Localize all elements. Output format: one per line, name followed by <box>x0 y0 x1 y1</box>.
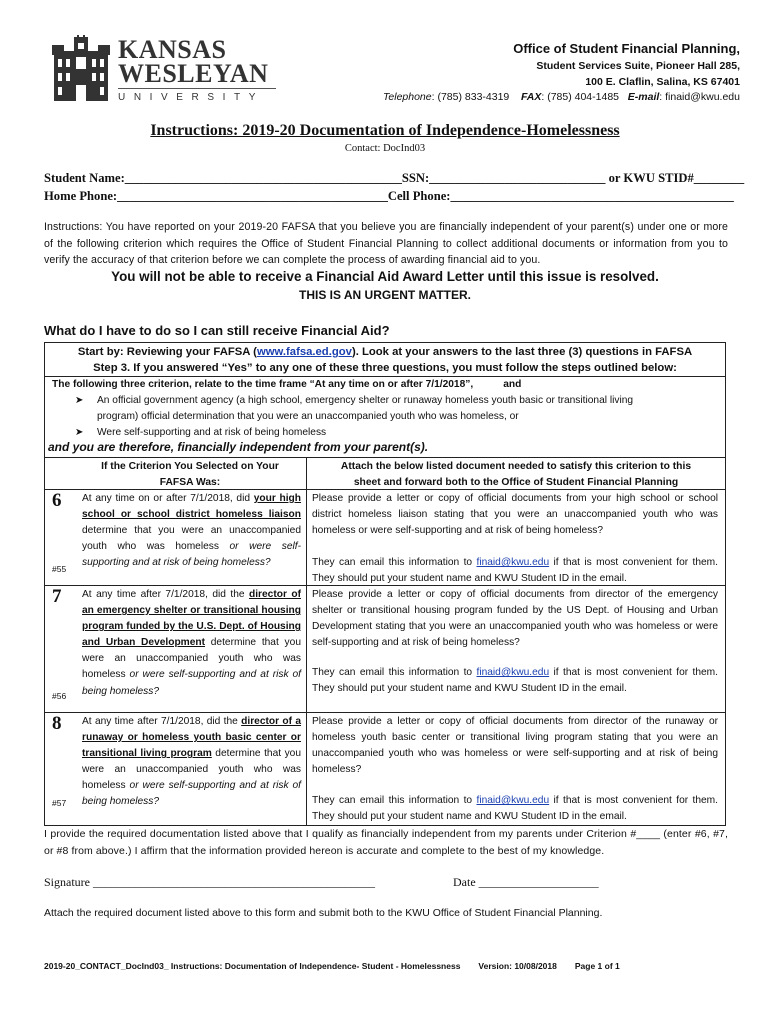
office-name: Office of Student Financial Planning, <box>513 41 740 56</box>
required-document: Please provide a letter or copy of official documents from director of the runaway or homeless youth basic center or transitional living program stating that you were an unaccompanied youth who was homeless or were self-supporting and at risk of being homeless? <box>312 716 718 776</box>
step3-instruction: Step 3. If you answered “Yes” to any one of these three questions, you must follow the steps outlined below: <box>93 362 677 374</box>
criterion-description: At any time after 7/1/2018, did the director of a runaway or homeless youth basic center or transitional living program determine that you were an unaccompanied youth who was homeless or were self-supporting and at risk of being homeless? <box>82 716 301 808</box>
start-instruction: Start by: Reviewing your FAFSA (www.fafsa.ed.gov). Look at your answers to the last three (3) questions in FAFSA <box>77 346 693 358</box>
office-contact-line: Telephone: (785) 833-4319 FAX: (785) 404-1485 E-mail: finaid@kwu.edu <box>382 91 740 103</box>
bullet-self-supporting: ➤ Were self-supporting and at risk of being homeless <box>75 425 725 441</box>
instructions-paragraph: Instructions: You have reported on your 2019-20 FAFSA that you believe you are financially independent of your parent(s) under one or more of the following criterion which requires the Office of Student Financial Planning to collect additional documents or information from you to verify the accuracy of that criterion before we can complete the process of awarding financial aid to you. <box>44 221 728 266</box>
column-header-document: Attach the below listed document needed to satisfy this criterion to this sheet and forward both to the Office of Student Financial Planning <box>340 461 692 488</box>
document-title: Instructions: 2019-20 Documentation of Independence-Homelessness <box>150 122 620 139</box>
criterion-number: 6 <box>52 490 62 511</box>
fafsa-question-code: #56 <box>52 691 67 701</box>
affirmation-paragraph: I provide the required documentation listed above that I qualify as financially independent from my parents under Criterion #____ (enter #6, #7, or #8 from above.) I affirm that the information provided hereon is accurate and complete to the best of my knowledge. <box>44 828 728 857</box>
email-instruction: They can email this information to finaid@kwu.edu if that is most convenient for them. They should put your student name and KWU Student ID in the email. <box>312 667 718 695</box>
page-footer <box>44 961 638 971</box>
email-link[interactable]: finaid@kwu.edu <box>476 557 550 568</box>
office-address-1: Student Services Suite, Pioneer Hall 285, <box>536 60 740 72</box>
urgent-matter: THIS IS AN URGENT MATTER. <box>299 288 471 302</box>
attach-note: Attach the required document listed above to this form and submit both to the KWU Office of Student Financial Planning. <box>44 907 603 919</box>
email-instruction: They can email this information to finaid@kwu.edu if that is most convenient for them. They should put your student name and KWU Student ID in the email. <box>312 795 718 823</box>
student-name-ssn-field[interactable]: Student Name:____________________________________________SSN:____________________________ or KWU STID#________ <box>44 171 745 185</box>
arrow-bullet-icon: ➤ <box>75 395 84 406</box>
logo-university: UNIVERSITY <box>118 92 265 103</box>
email-instruction: They can email this information to finaid@kwu.edu if that is most convenient for them. They should put your student name and KWU Student ID in the email. <box>312 557 718 585</box>
building-crest-icon <box>50 35 112 103</box>
contact-code: Contact: DocInd03 <box>344 143 426 154</box>
fafsa-question-code: #55 <box>52 564 67 574</box>
table-top-rule <box>44 457 726 458</box>
divider <box>44 376 726 377</box>
arrow-bullet-icon: ➤ <box>75 427 84 438</box>
independence-statement: and you are therefore, financially independent from your parent(s). <box>48 440 429 454</box>
required-document: Please provide a letter or copy of official documents from director of the emergency shelter or transitional housing program funded by the US Dept. of Housing and Urban Development stating that you were an unaccompanied youth who was homeless or were self-supporting and at risk of being homeless? <box>312 589 718 649</box>
criterion-description: At any time on or after 7/1/2018, did your high school or school district homeless liaison determine that you were an unaccompanied youth who was homeless or were self-supporting and at risk of being homeless? <box>82 493 302 569</box>
logo-divider <box>118 88 276 89</box>
criterion-number: 7 <box>52 586 62 607</box>
bullet-continued: program) official determination that you were an unaccompanied youth who was homeless, or <box>97 411 519 422</box>
table-column-rule <box>306 457 307 826</box>
footer-document-name: 2019-20_CONTACT_DocInd03_ Instructions: Documentation of Independence- Student - Homelessness <box>44 961 461 971</box>
criterion-number: 8 <box>52 713 62 734</box>
email-link[interactable]: finaid@kwu.edu <box>476 667 550 678</box>
urgent-warning: You will not be able to receive a Financial Aid Award Letter until this issue is resolved. <box>111 269 659 284</box>
required-document: Please provide a letter or copy of official documents from your high school or school district homeless liaison stating that you were an unaccompanied youth who was homeless or were self-supporting and at risk of being homeless? <box>312 493 718 537</box>
signature-line[interactable]: Signature _______________________________________________ <box>44 875 375 889</box>
fafsa-question-code: #57 <box>52 798 67 808</box>
footer-page-number: Page 1 of 1 <box>574 961 620 971</box>
table-row-rule <box>44 712 726 713</box>
fafsa-link[interactable]: www.fafsa.ed.gov <box>256 346 352 358</box>
column-header-criterion: If the Criterion You Selected on Your FAFSA Was: <box>101 461 279 488</box>
footer-version: Version: 10/08/2018 <box>478 961 557 971</box>
office-address-2: 100 E. Claflin, Salina, KS 67401 <box>585 76 740 88</box>
email-link[interactable]: finaid@kwu.edu <box>476 795 550 806</box>
date-line[interactable]: Date ____________________ <box>453 875 599 889</box>
logo-wordmark: KANSAS WESLEYAN <box>118 35 269 88</box>
phone-fields[interactable]: Home Phone:___________________________________________Cell Phone:_____________________________________________ <box>44 189 734 203</box>
bullet-government-agency: ➤ An official government agency (a high school, emergency shelter or runaway homeless youth basic or transitional living <box>75 393 725 409</box>
criterion-lead: The following three criterion, relate to the time frame “At any time on or after 7/1/2018”, and <box>52 379 522 390</box>
section-heading: What do I have to do so I can still receive Financial Aid? <box>44 323 390 338</box>
criterion-description: At any time after 7/1/2018, did the director of an emergency shelter or transitional housing program funded by the U.S. Dept. of Housing and Urban Development determine that you were an unaccompanied youth who was homeless or were self-supporting and at risk of being homeless? <box>82 589 301 697</box>
